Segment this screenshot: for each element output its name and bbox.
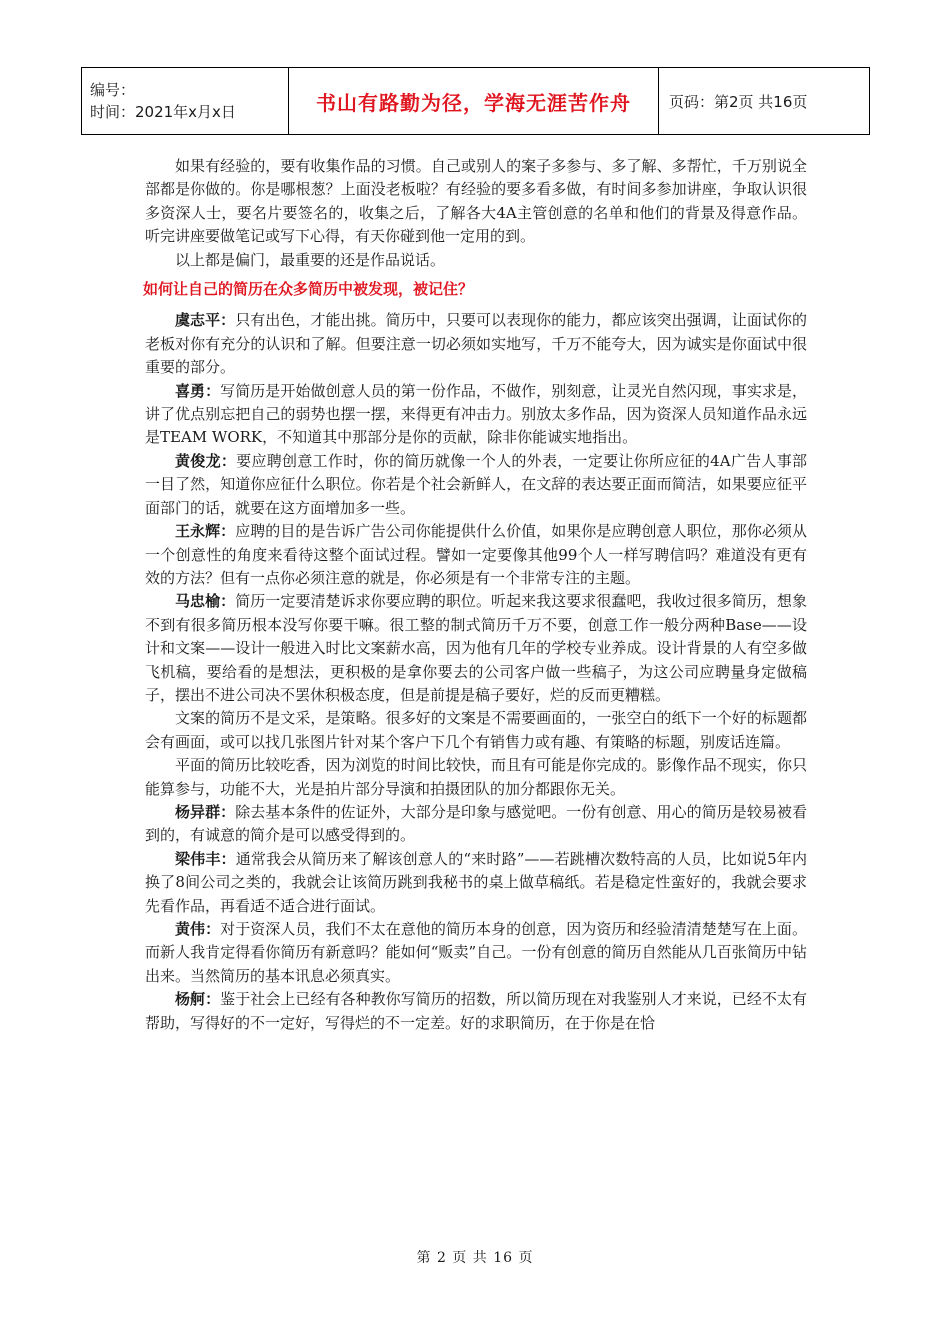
answer-paragraph	[145, 707, 807, 754]
answer-text: 简历一定要清楚诉求你要应聘的职位。听起来我这要求很蠢吧，我收过很多简历，想象不到有很多简历根本没写你要干嘛。很工整的制式简历千万不要，创意工作一般分两种Base——设计和文案——设计一般进入时比文案薪水高，因为他有几年的学校专业养成。设计背景的人有空多做飞机稿，要给看的是想法，更积极的是拿你要去的公司客户做一些稿子，为这公司应聘量身定做稿子，摆出不进公司决不罢休积极态度，但是前提是稿子要好，烂的反而更糟糕。	[145, 592, 807, 704]
speaker-name: 梁伟丰：	[175, 849, 236, 868]
document-number-label: 编号：	[90, 81, 136, 99]
answer-paragraph	[145, 520, 807, 590]
answer-paragraph	[145, 380, 807, 450]
speaker-name: 黄俊龙：	[175, 451, 237, 470]
answer-paragraph	[145, 801, 807, 848]
answer-paragraph	[145, 848, 807, 918]
speaker-name: 马忠榆：	[175, 592, 236, 611]
speaker-name: 王永辉：	[175, 522, 236, 541]
speaker-name: 杨异群：	[175, 802, 236, 821]
answer-text: 只有出色，才能出挑。简历中，只要可以表现你的能力，都应该突出强调，让面试你的老板对你有充分的认识和了解。但要注意一切必须如实地写，千万不能夸大，因为诚实是你面试中很重要的部分。	[145, 311, 807, 377]
answer-text: 要应聘创意工作时，你的简历就像一个人的外表，一定要让你所应征的4A广告人事部一目了然，知道你应征什么职位。你若是个社会新鲜人，在文辞的表达要正面而简洁，如果要应征平面部门的话，就要在这方面增加多一些。	[145, 451, 807, 517]
document-body	[145, 155, 807, 1035]
header-table	[81, 67, 870, 135]
answers-list	[145, 309, 807, 1035]
header-motto: 书山有路勤为径，学海无涯苦作舟	[289, 68, 659, 135]
speaker-name: 杨舸：	[175, 990, 221, 1009]
answer-text: 应聘的目的是告诉广告公司你能提供什么价值，如果你是应聘创意人职位，那你必须从一个创意性的角度来看待这整个面试过程。譬如一定要像其他99个人一样写聘信吗？难道没有更有效的方法？但有一点你必须注意的就是，你必须是有一个非常专注的主题。	[145, 522, 807, 587]
intro-paragraph: 以上都是偏门，最重要的还是作品说话。	[175, 250, 446, 269]
document-date-label: 时间：2021年x月x日	[90, 103, 236, 121]
speaker-name: 喜勇：	[175, 381, 221, 400]
section-question-heading: 如何让自己的简历在众多简历中被发现，被记住？	[143, 280, 474, 299]
answer-paragraph	[145, 988, 807, 1035]
speaker-name: 虞志平：	[175, 311, 236, 330]
answer-text: 鉴于社会上已经有各种教你写简历的招数，所以简历现在对我鉴别人才来说，已经不太有帮助，写得好的不一定好，写得烂的不一定差。好的求职简历，在于你是在恰	[145, 990, 807, 1032]
answer-text: 平面的简历比较吃香，因为浏览的时间比较快，而且有可能是你完成的。影像作品不现实，你只能算参与，功能不大，光是拍片部分导演和拍摄团队的加分都跟你无关。	[145, 756, 807, 798]
answer-text: 写简历是开始做创意人员的第一份作品，不做作，别刻意，让灵光自然闪现，事实求是，讲了优点别忘把自己的弱势也摆一摆，来得更有冲击力。别放太多作品，因为资深人员知道作品永远是TEAM WORK，不知道其中那部分是你的贡献，除非你能诚实地指出。	[145, 381, 807, 447]
intro-paragraph: 如果有经验的，要有收集作品的习惯。自己或别人的案子多参与、多了解、多帮忙，千万别说全部都是你做的。你是哪根葱？上面没老板啦？有经验的要多看多做，有时间多参加讲座，争取认识很多资深人士，要名片要签名的，收集之后，了解各大4A主管创意的名单和他们的背景及得意作品。听完讲座要做笔记或写下心得，有天你碰到他一定用的到。	[145, 157, 807, 246]
answer-paragraph	[145, 754, 807, 801]
answer-paragraph	[145, 918, 807, 988]
header-page-indicator: 页码：第2页 共16页	[659, 68, 870, 135]
page-footer: 第 2 页 共 16 页	[416, 1250, 534, 1266]
answer-paragraph	[145, 590, 807, 707]
answer-text: 对于资深人员，我们不太在意他的简历本身的创意，因为资历和经验清清楚楚写在上面。而新人我肯定得看你简历有新意吗？能如何“贩卖”自己。一份有创意的简历自然能从几百张简历中钻出来。当然简历的基本讯息必须真实。	[145, 920, 807, 985]
answer-text: 通常我会从简历来了解该创意人的“来时路”——若跳槽次数特高的人员，比如说5年内换了8间公司之类的，我就会让该简历跳到我秘书的桌上做草稿纸。若是稳定性蛮好的，我就会要求先看作品，再看适不适合进行面试。	[145, 849, 807, 915]
answer-paragraph	[145, 309, 807, 379]
answer-paragraph	[145, 450, 807, 520]
header-info-cell	[82, 68, 289, 135]
answer-text: 文案的简历不是文采，是策略。很多好的文案是不需要画面的，一张空白的纸下一个好的标题都会有画面，或可以找几张图片针对某个客户下几个有销售力或有趣、有策略的标题，别废话连篇。	[145, 709, 807, 751]
speaker-name: 黄伟：	[175, 920, 221, 938]
answer-text: 除去基本条件的佐证外，大部分是印象与感觉吧。一份有创意、用心的简历是较易被看到的，有诚意的简介是可以感受得到的。	[145, 802, 807, 845]
